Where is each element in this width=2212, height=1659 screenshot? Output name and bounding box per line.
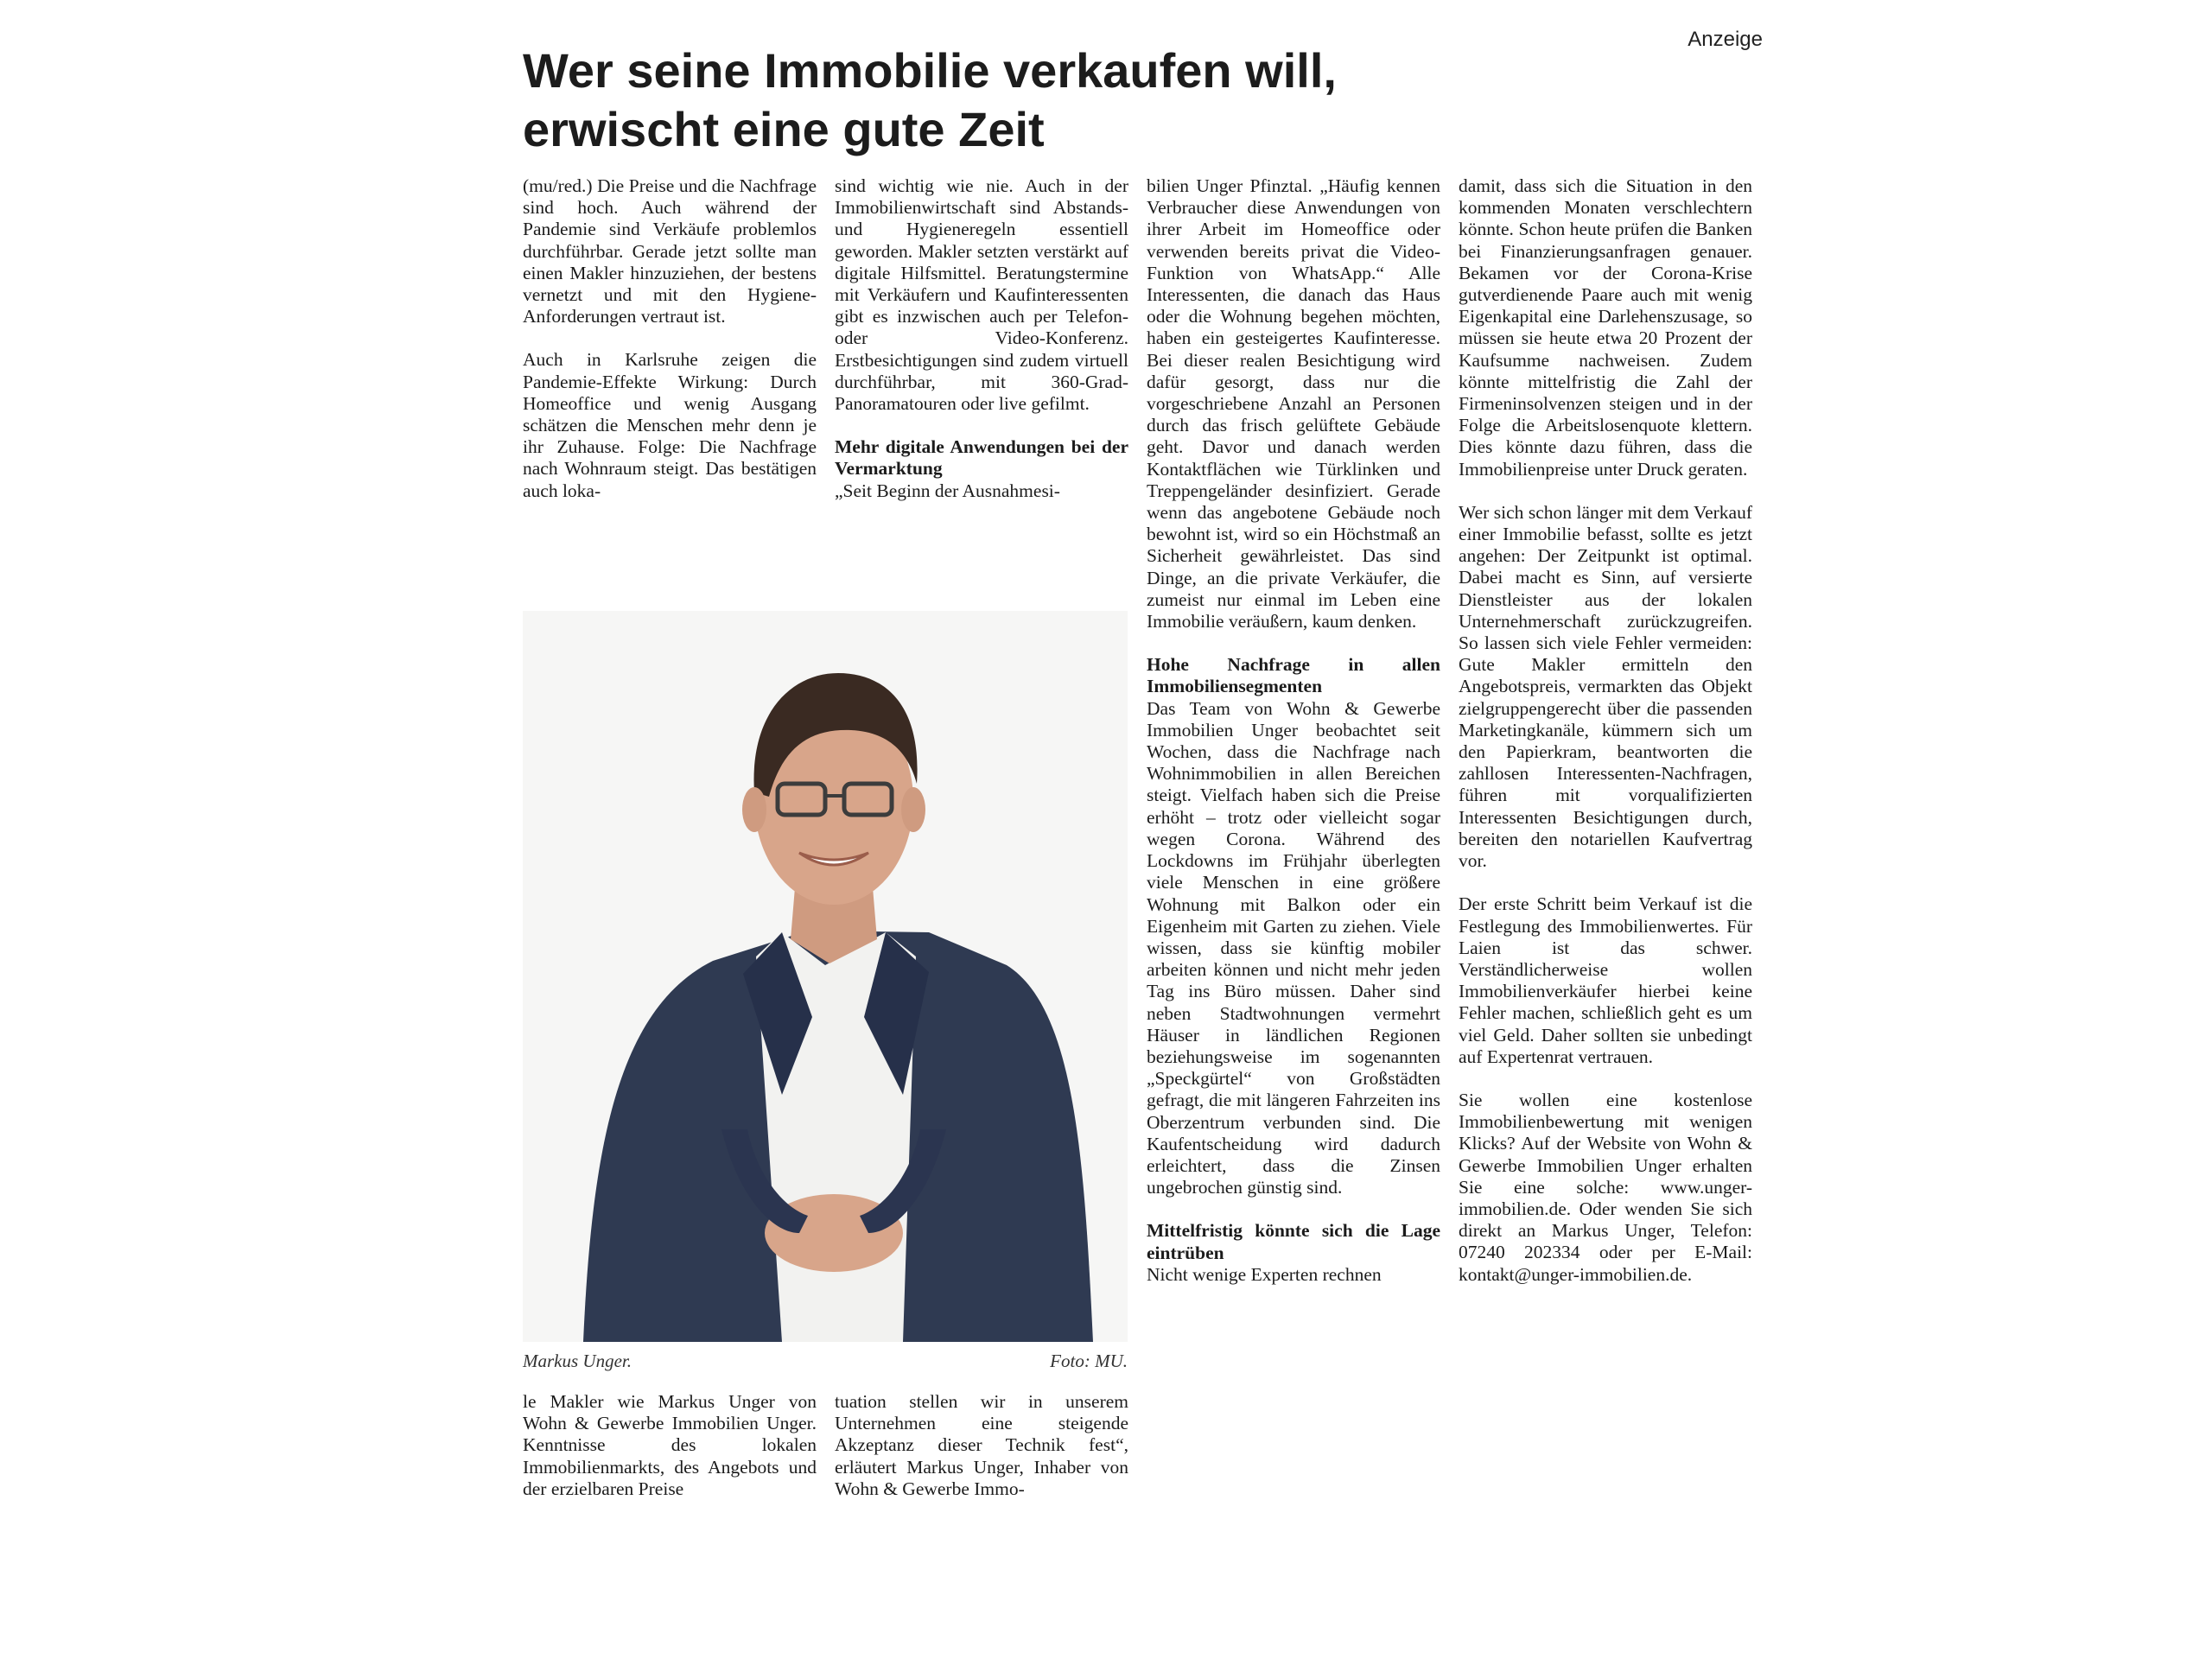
headline-line-1: Wer seine Immobilie verkaufen will,	[523, 43, 1337, 98]
paragraph: Der erste Schritt beim Verkauf ist die Festlegung des Immobilienwertes. Für Laien ist das schwer. Verständlicherweise wollen Immobilienverkäufer hierbei keine Fehler machen, schließlich geht es um viel Geld. Daher sollten sie unbedingt auf Expertenrat vertrauen.	[1459, 893, 1752, 1067]
paragraph: Sie wollen eine kostenlose Immobilienbewertung mit wenigen Klicks? Auf der Website von Wohn & Gewerbe Immobilien Unger erhalten Sie eine solche: www.unger-immobilien.de. Oder wenden Sie sich direkt an Markus Unger, Telefon: 07240 202334 oder per E-Mail: kontakt@unger-immobilien.de.	[1459, 1089, 1752, 1285]
portrait-photo	[523, 611, 1128, 1342]
subheading: Mittelfristig könnte sich die Lage eintrüben	[1147, 1220, 1440, 1263]
paragraph: le Makler wie Markus Unger von Wohn & Gewerbe Immobilien Unger. Kenntnisse des lokalen Immobilienmarkts, des Angebots und der erzielbaren Preise	[523, 1391, 817, 1499]
advertisement-label: Anzeige	[1688, 28, 1763, 51]
headline	[523, 41, 1646, 159]
column-4	[1459, 175, 1752, 1307]
portrait-illustration	[523, 611, 1128, 1342]
column-2-continued	[835, 1391, 1128, 1522]
paragraph: (mu/red.) Die Preise und die Nachfrage sind hoch. Auch während der Pandemie sind Verkäufe problemlos durchführbar. Gerade jetzt sollte man einen Makler hinzuziehen, der bestens vernetzt und mit den Hygiene-Anforderungen vertraut ist.	[523, 175, 817, 327]
subheading: Hohe Nachfrage in allen Immobiliensegmenten	[1147, 654, 1440, 697]
column-1-continued	[523, 1391, 817, 1522]
paragraph: Auch in Karlsruhe zeigen die Pandemie-Effekte Wirkung: Durch Homeoffice und wenig Ausgang schätzen die Menschen mehr denn je ihr Zuhause. Folge: Die Nachfrage nach Wohnraum steigt. Das bestätigen auch loka-	[523, 349, 817, 501]
headline-line-2: erwischt eine gute Zeit	[523, 102, 1045, 156]
paragraph: Wer sich schon länger mit dem Verkauf einer Immobilie befasst, sollte es jetzt angehen: Der Zeitpunkt ist optimal. Dabei macht es Sinn, auf versierte Dienstleister aus der lokalen Unternehmerschaft zurückzugreifen. So lassen sich viele Fehler vermeiden: Gute Makler ermitteln den Angebotspreis, vermarkten das Objekt zielgruppengerecht über die passenden Marketingkanäle, kümmern sich um den Papierkram, beantworten die zahllosen Interessenten-Nachfragen, führen mit vorqualifizierten Interessenten Besichtigungen durch, bereiten den notariellen Kaufvertrag vor.	[1459, 501, 1752, 872]
paragraph: damit, dass sich die Situation in den kommenden Monaten verschlechtern könnte. Schon heute prüfen die Banken bei Finanzierungsanfragen genauer. Bekamen vor der Corona-Krise gutverdienende Paare auch mit wenig Eigenkapital eine Darlehenszusage, so müssen sie heute etwa 20 Prozent der Kaufsumme nachweisen. Zudem könnte mittelfristig die Zahl der Firmeninsolvenzen steigen und in der Folge die Arbeitslosenquote klettern. Dies könnte dazu führen, dass die Immobilienpreise unter Druck geraten.	[1459, 175, 1752, 480]
column-3	[1147, 175, 1440, 1307]
paragraph: bilien Unger Pfinztal. „Häufig kennen Verbraucher diese Anwendungen von ihrer Arbeit im Homeoffice oder verwenden bereits privat die Video-Funktion von WhatsApp.“ Alle Interessenten, die danach das Haus oder die Wohnung begehen möchten, haben ein gesteigertes Kaufinteresse. Bei dieser realen Besichtigung wird dafür gesorgt, dass nur die vorgeschriebene Anzahl an Personen durch das frisch gelüftete Gebäude geht. Davor und danach werden Kontaktflächen wie Türklinken und Treppengeländer desinfiziert. Gerade wenn das angebotene Gebäude noch bewohnt ist, wird so ein Höchstmaß an Sicherheit gewährleistet. Das sind Dinge, an die private Verkäufer, die zumeist nur einmal im Leben eine Immobilie veräußern, kaum denken.	[1147, 175, 1440, 632]
column-1	[523, 175, 817, 524]
caption-text: Markus Unger.	[523, 1351, 632, 1371]
paragraph: „Seit Beginn der Ausnahmesi-	[835, 480, 1060, 501]
subheading: Mehr digitale Anwendungen bei der Vermarktung	[835, 436, 1128, 480]
paragraph: Das Team von Wohn & Gewerbe Immobilien Unger beobachtet seit Wochen, dass die Nachfrage nach Wohnimmobilien in allen Bereichen steigt. Vielfach haben sich die Preise erhöht – trotz oder vielleicht sogar wegen Corona. Während des Lockdowns im Frühjahr überlegten viele Menschen in eine größere Wohnung mit Balkon oder ein Eigenheim mit Garten zu ziehen. Viele wissen, dass sie künftig mobiler arbeiten können und nicht mehr jeden Tag ins Büro müssen. Daher sind neben Stadtwohnungen vermehrt Häuser in ländlichen Regionen beziehungsweise im sogenannten „Speckgürtel“ von Großstädten gefragt, die mit längeren Fahrzeiten ins Oberzentrum verbunden sind. Die Kaufentscheidung wird dadurch erleichtert, dass die Zinsen ungebrochen günstig sind.	[1147, 697, 1440, 1198]
paragraph: Nicht wenige Experten rechnen	[1147, 1263, 1382, 1285]
paragraph: tuation stellen wir in unserem Unternehmen eine steigende Akzeptanz dieser Technik fest“, erläutert Markus Unger, Inhaber von Wohn & Gewerbe Immo-	[835, 1391, 1128, 1499]
column-2	[835, 175, 1128, 524]
photo-credit: Foto: MU.	[1050, 1351, 1128, 1371]
photo-caption	[523, 1351, 1128, 1372]
paragraph: sind wichtig wie nie. Auch in der Immobilienwirtschaft sind Abstands- und Hygieneregeln essentiell geworden. Makler setzten verstärkt auf digitale Hilfsmittel. Beratungstermine mit Verkäufern und Kaufinteressenten gibt es inzwischen auch per Telefon- oder Video-Konferenz. Erstbesichtigungen sind zudem virtuell durchführbar, mit 360-Grad-Panoramatouren oder live gefilmt.	[835, 175, 1128, 415]
